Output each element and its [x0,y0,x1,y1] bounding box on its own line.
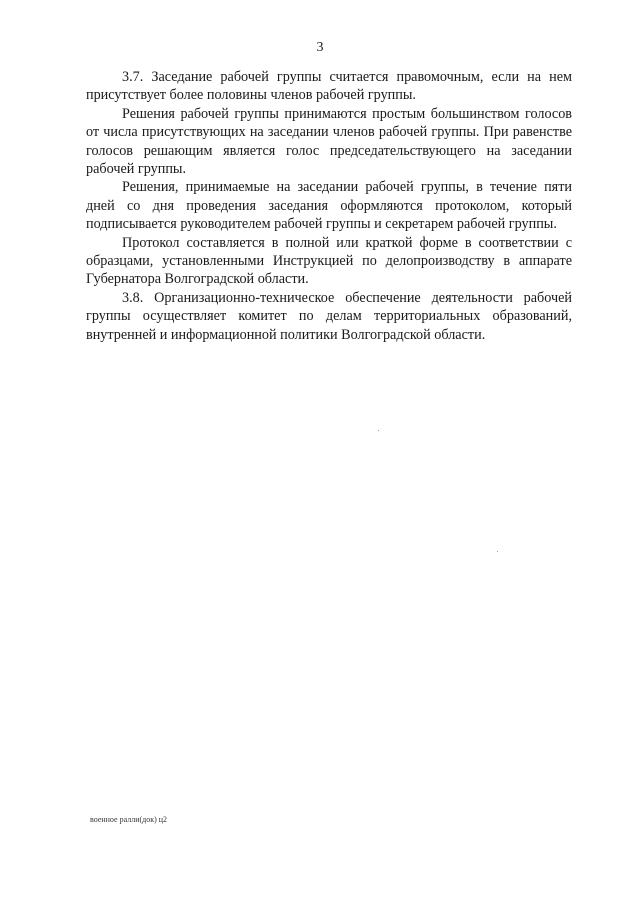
footer-note: военное ралли(док) ц2 [90,815,168,824]
scan-speck [497,551,498,552]
paragraph-protocol-signing: Решения, принимаемые на заседании рабочей группы, в течение пяти дней со дня проведения заседания оформляются протоколом, который подписывается руководителем рабочей группы и секретарем рабочей группы. [86,179,572,233]
document-body [86,68,572,344]
paragraph-3-8: 3.8. Организационно-техническое обеспечение деятельности рабочей группы осуществляет комитет по делам территориальных образований, внутренней и информационной политики Волгоградской области. [86,289,572,343]
scan-speck [378,430,379,431]
paragraph-protocol-form: Протокол составляется в полной или краткой форме в соответствии с образцами, установленными Инструкцией по делопроизводству в аппарате Губернатора Волгоградской области. [86,234,572,288]
paragraph-decisions: Решения рабочей группы принимаются простым большинством голосов от числа присутствующих на заседании членов рабочей группы. При равенстве голосов решающим является голос председательствующего на заседании рабочей группы. [86,105,572,178]
page-number: 3 [316,40,324,55]
paragraph-3-7: 3.7. Заседание рабочей группы считается правомочным, если на нем присутствует более половины членов рабочей группы. [86,69,572,104]
